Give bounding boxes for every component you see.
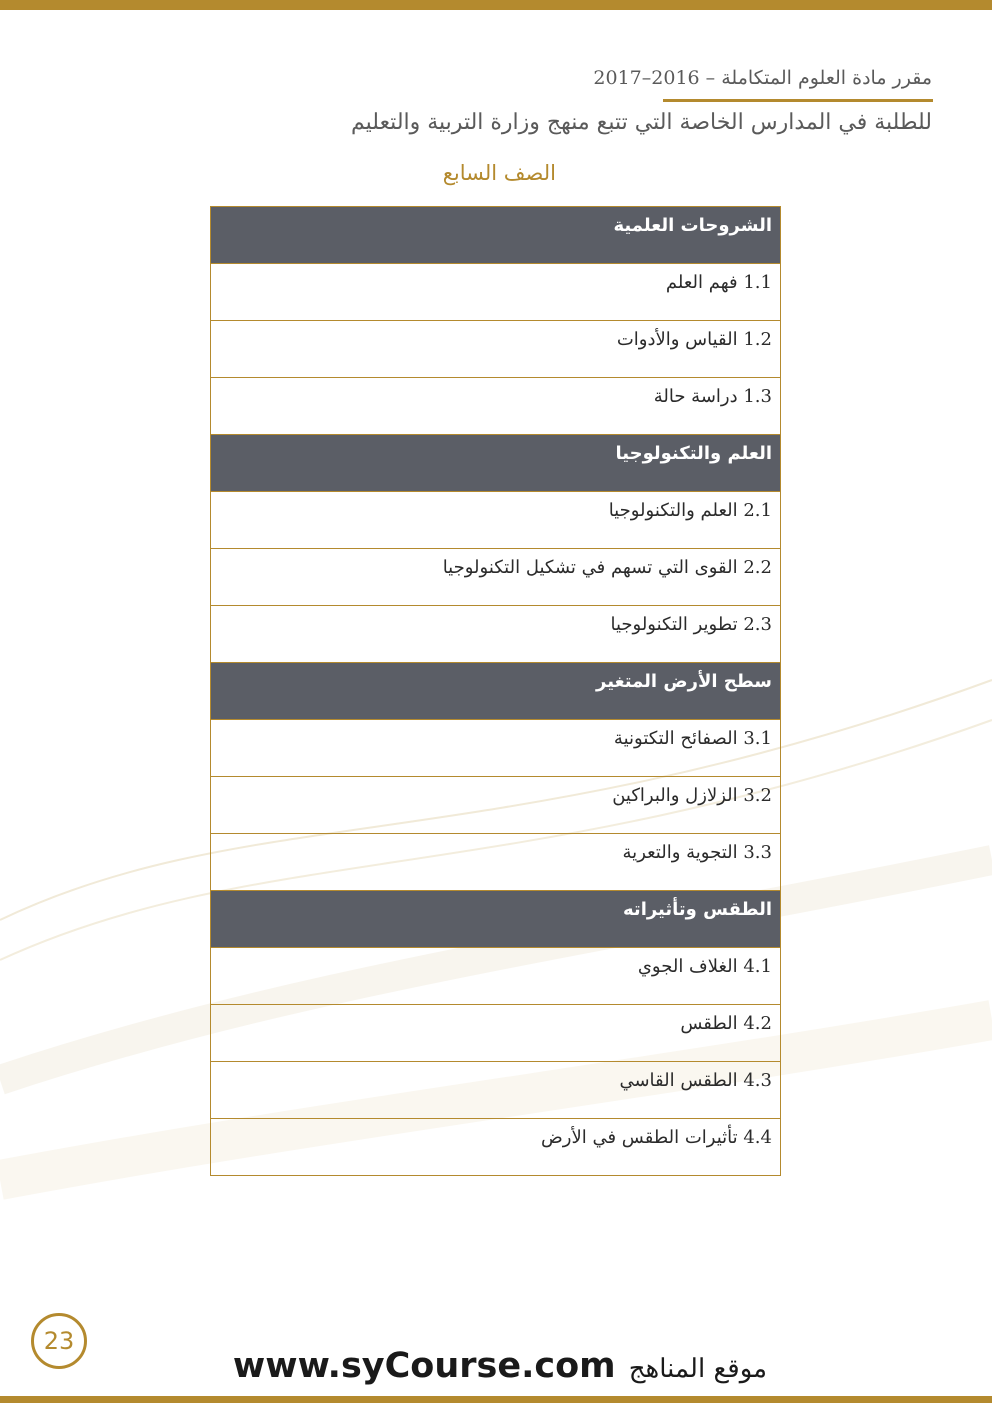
topic-row <box>211 264 781 321</box>
topic-item: 4.2 الطقس <box>211 1005 781 1062</box>
footer-branding <box>220 1342 780 1390</box>
topic-item: 3.2 الزلازل والبراكين <box>211 777 781 834</box>
topic-item: 4.3 الطقس القاسي <box>211 1062 781 1119</box>
course-header: مقرر مادة العلوم المتكاملة – 2016–2017 <box>593 67 932 89</box>
footer-site-name: موقع المناهج <box>628 1354 768 1384</box>
page-number: 23 <box>31 1313 87 1369</box>
topic-row <box>211 948 781 1005</box>
topic-item: 2.1 العلم والتكنولوجيا <box>211 492 781 549</box>
section-title: العلم والتكنولوجيا <box>211 435 781 492</box>
topic-row <box>211 549 781 606</box>
topic-row <box>211 1005 781 1062</box>
section-title: الطقس وتأثيراته <box>211 891 781 948</box>
topic-row <box>211 606 781 663</box>
footer-url[interactable]: www.syCourse.com <box>232 1346 616 1386</box>
section-row <box>211 435 781 492</box>
topic-row <box>211 720 781 777</box>
header-divider <box>663 99 933 102</box>
contents-table <box>210 206 781 1176</box>
section-row <box>211 663 781 720</box>
topic-item: 1.1 فهم العلم <box>211 264 781 321</box>
topic-item: 1.2 القياس والأدوات <box>211 321 781 378</box>
topic-item: 4.4 تأثيرات الطقس في الأرض <box>211 1119 781 1176</box>
topic-row <box>211 492 781 549</box>
section-row <box>211 207 781 264</box>
topic-item: 2.2 القوى التي تسهم في تشكيل التكنولوجيا <box>211 549 781 606</box>
grade-title: الصف السابع <box>442 161 556 185</box>
topic-row <box>211 1119 781 1176</box>
topic-row <box>211 834 781 891</box>
section-title: الشروحات العلمية <box>211 207 781 264</box>
topic-item: 4.1 الغلاف الجوي <box>211 948 781 1005</box>
section-row <box>211 891 781 948</box>
topic-row <box>211 378 781 435</box>
topic-row <box>211 1062 781 1119</box>
bottom-accent-bar <box>0 1396 992 1403</box>
topic-item: 1.3 دراسة حالة <box>211 378 781 435</box>
topic-row <box>211 321 781 378</box>
topic-item: 2.3 تطوير التكنولوجيا <box>211 606 781 663</box>
topic-item: 3.3 التجوية والتعرية <box>211 834 781 891</box>
section-title: سطح الأرض المتغير <box>211 663 781 720</box>
audience-subheader: للطلبة في المدارس الخاصة التي تتبع منهج وزارة التربية والتعليم <box>351 110 932 135</box>
top-accent-bar <box>0 0 992 10</box>
topic-item: 3.1 الصفائح التكتونية <box>211 720 781 777</box>
topic-row <box>211 777 781 834</box>
